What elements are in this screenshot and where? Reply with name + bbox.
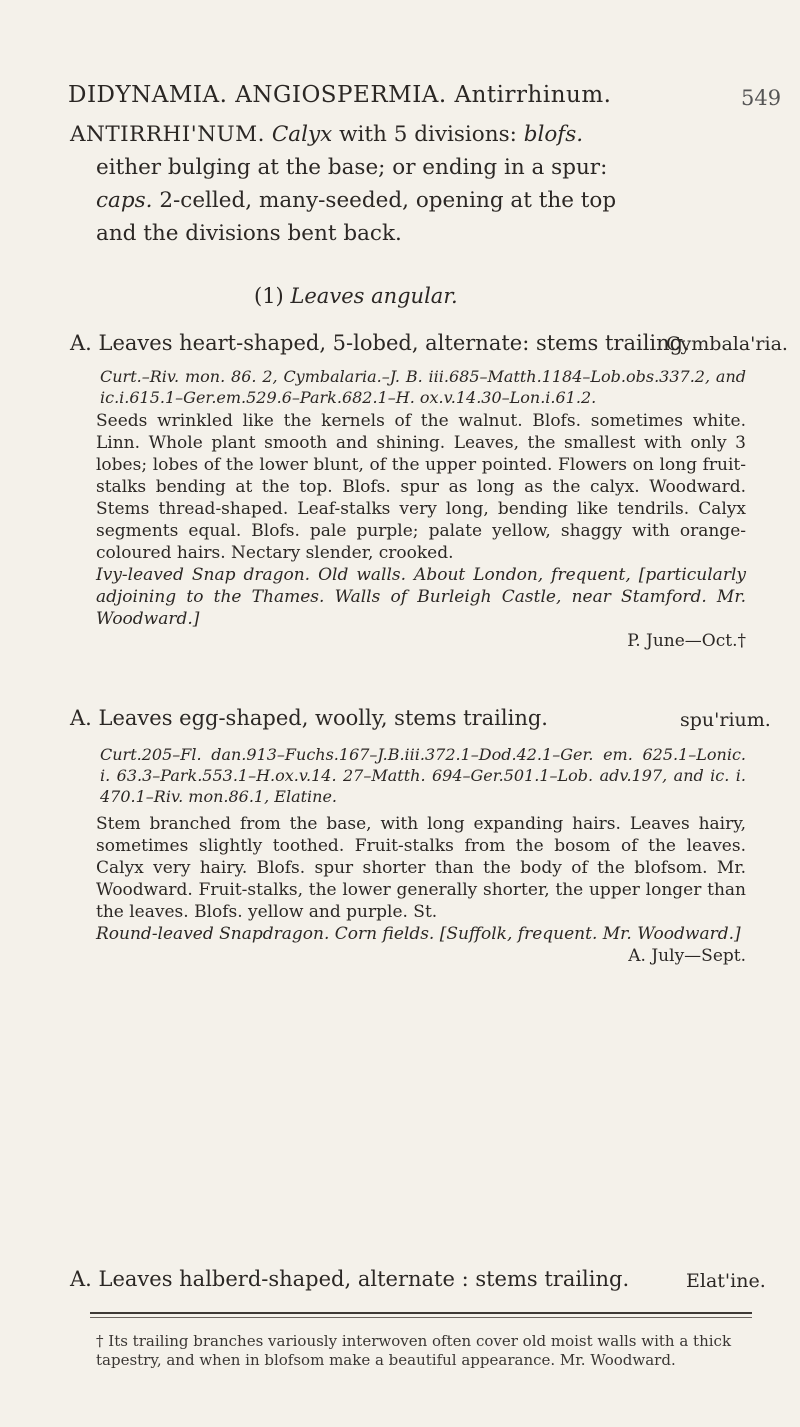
references: Curt.205–Fl. dan.913–Fuchs.167–J.B.iii.372.1–Dod.42.1–Ger. em. 625.1–Lonic. i. 63.3–Park.553.1–H.ox.v.14. 27–Matth. 694–Ger.501.1–Lob. adv.197, and ic. i. 470.1–Riv. mon.86.1, Elatine. <box>100 745 746 806</box>
species-heading-elatine: A. Leaves halberd-shaped, alternate : stems trailing. <box>70 1267 630 1291</box>
margin-name-cymbalaria: Cymbala'ria. <box>666 333 788 355</box>
description: Stem branched from the base, with long expanding hairs. Leaves hairy, sometimes slightly toothed. Fruit-stalks from the bosom of the leaves. Calyx very hairy. Blofs. spur shorter than the body of the blofsom. Mr. Woodward. Fruit-stalks, the lower generally shorter, the upper longer than the leaves. Blofs. yellow and purple. St. <box>96 814 746 922</box>
calyx-label: Calyx <box>271 122 333 147</box>
running-head: DIDYNAMIA. ANGIOSPERMIA. Antirrhinum. <box>68 82 612 108</box>
footnote-rule <box>90 1312 752 1314</box>
section-title: Leaves angular. <box>290 284 458 308</box>
species-body-spurium <box>96 744 746 967</box>
species-heading-cymbalaria: A. Leaves heart-shaped, 5-lobed, alternate: stems trailing. <box>70 331 690 355</box>
footnote-rule-thin <box>90 1317 752 1318</box>
calyx-text: with 5 divisions: <box>339 122 517 147</box>
genus-line-2: either bulging at the base; or ending in a spur: <box>96 155 608 180</box>
habitat: Round-leaved Snapdragon. Corn fields. [Suffolk, frequent. Mr. Woodward.] <box>96 924 741 944</box>
species-body-cymbalaria <box>96 366 746 652</box>
section-heading <box>254 284 458 308</box>
genus-description <box>70 118 730 250</box>
page-number: 549 <box>741 86 782 110</box>
habitat: Ivy-leaved Snap dragon. Old walls. About London, frequent, [particularly adjoining to the Thames. Walls of Burleigh Castle, near Stamford. Mr. Woodward.] <box>96 565 746 629</box>
references: Curt.–Riv. mon. 86. 2, Cymbalaria.–J. B. iii.685–Matth.1184–Lob.obs.337.2, and ic.i.615.1–Ger.em.529.6–Park.682.1–H. ox.v.14.30–Lon.i.61.2. <box>100 367 746 407</box>
blofs-label: blofs. <box>523 122 584 147</box>
footnote: † Its trailing branches variously interwoven often cover old moist walls with a thick tapestry, and when in blofsom make a beautiful appearance. Mr. Woodward. <box>96 1332 732 1369</box>
season: A. July—Sept. <box>628 946 746 966</box>
season: P. June—Oct.† <box>627 631 746 651</box>
margin-name-spurium: spu'rium. <box>680 709 771 731</box>
margin-name-elatine: Elat'ine. <box>686 1270 766 1292</box>
genus-name: ANTIRRHI'NUM. <box>70 122 265 147</box>
description: Seeds wrinkled like the kernels of the walnut. Blofs. sometimes white. Linn. Whole plant smooth and shining. Leaves, the smallest with only 3 lobes; lobes of the lower blunt, of the upper pointed. Flowers on long fruit-stalks bending at the top. Blofs. spur as long as the calyx. Woodward. Stems thread-shaped. Leaf-stalks very long, bending like tendrils. Calyx segments equal. Blofs. pale purple; palate yellow, shaggy with orange-coloured hairs. Nectary slender, crooked. <box>96 411 746 563</box>
species-heading-spurium: A. Leaves egg-shaped, woolly, stems trailing. <box>70 706 548 730</box>
section-number: (1) <box>254 284 284 308</box>
caps-label: caps. <box>96 188 153 213</box>
genus-line-4: and the divisions bent back. <box>96 221 402 246</box>
genus-line-3: 2-celled, many-seeded, opening at the top <box>159 188 617 213</box>
